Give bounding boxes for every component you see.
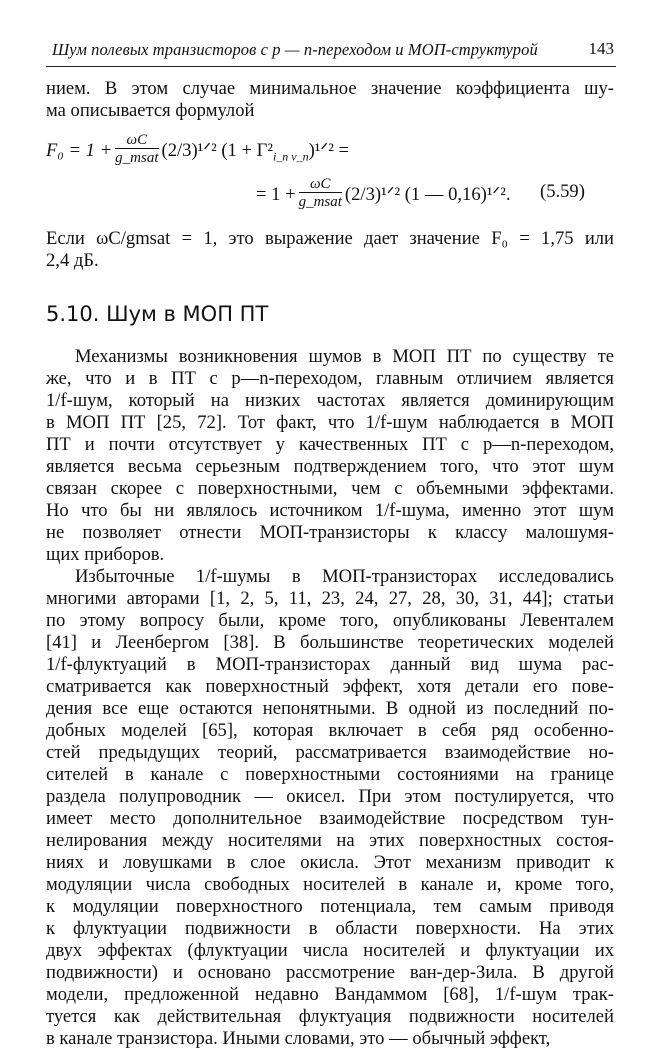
formula-subscript: i_n v_n	[272, 149, 309, 164]
page-number: 143	[588, 39, 614, 58]
section-heading: 5.10. Шум в МОП ПТ	[46, 302, 269, 326]
running-header	[46, 36, 616, 67]
text-line: ма описывается формулой	[46, 100, 255, 122]
formula-lhs: F₀ = 1 +	[46, 139, 113, 161]
text-line: имеет место дополнительное взаимодействие посредством тун-	[46, 808, 614, 829]
text-line: [41] и Леенбергом [38]. В большинстве теоретических моделей	[46, 632, 614, 653]
text-line: туется как действительная флуктуация подвижности носителей	[46, 1006, 614, 1027]
text-line: Избыточные 1/f-шумы в МОП-транзисторах исследовались	[75, 566, 614, 587]
text-line: связан скорее с поверхностными, чем с объемными эффектами.	[46, 478, 614, 499]
text-line: модели, предложенной недавно Вандаммом [68], 1/f-шум трак-	[46, 984, 614, 1005]
text-line: нием. В этом случае минимальное значение коэффициента шу-	[46, 78, 614, 99]
text-line: 2,4 дБ.	[46, 250, 99, 272]
text-line: подвижности) и основано рассмотрение ван-дер-Зила. В другой	[46, 962, 614, 983]
text-line: нелирования между носителями на этих поверхностных состоя-	[46, 830, 614, 851]
text-line: к модуляции поверхностного потенциала, тем самым приводя	[46, 896, 614, 917]
text-line: щих приборов.	[46, 544, 165, 565]
formula-fraction-2: $\frac{\omega C}{\text{g\_msat}}$	[298, 176, 342, 210]
text-line: модуляции числа свободных носителей в канале и, кроме того,	[46, 874, 614, 895]
text-line: 1/f-флуктуаций в МОП-транзисторах данный вид шума рас-	[46, 654, 614, 675]
text-line: ниях и ловушками в слое окисла. Этот механизм приводит к	[46, 852, 614, 873]
text-line: является весьма серьезным подтверждением того, что этот шум	[46, 456, 614, 477]
text-line: двух эффектах (флуктуации числа носителей и флуктуации их	[46, 940, 614, 961]
running-title: Шум полевых транзисторов с p — n-переходом и МОП-структурой	[52, 40, 538, 59]
text-line: стей предыдущих теорий, рассматривается взаимодействие но-	[46, 742, 614, 763]
text-line: Но что бы ни являлось источником 1/f-шума, именно этот шум	[46, 500, 614, 521]
text-line: же, что и в ПТ с p—n-переходом, главным отличием является	[46, 368, 614, 389]
text-line: добных моделей [65], которая включает в себя ряд особенно-	[46, 720, 614, 741]
formula-line-2	[256, 178, 511, 213]
text-line: в канале транзистора. Иными словами, это — обычный эффект,	[46, 1028, 551, 1049]
text-line: раздела полупроводник — окисел. При этом постулируется, что	[46, 786, 614, 807]
text-line: Если ωC/gmsat = 1, это выражение дает значение F₀ = 1,75 или	[46, 228, 614, 249]
text-line: дения все еще остаются непонятными. В одной из последний по-	[46, 698, 614, 719]
formula-line-1	[46, 134, 349, 169]
formula-part-1: (2/3)¹ᐟ² (1 + Γ²	[161, 139, 273, 161]
formula-part-1-end: )¹ᐟ² =	[308, 139, 349, 161]
text-line: сителей в канале с поверхностными состояниями на границе	[46, 764, 614, 785]
formula-line-2-start: = 1 +	[256, 183, 296, 205]
equation-number: (5.59)	[540, 181, 585, 202]
text-line: многими авторами [1, 2, 5, 11, 23, 24, 27, 28, 30, 31, 44]; статьи	[46, 588, 614, 609]
text-line: к флуктуации подвижности в области поверхности. На этих	[46, 918, 614, 939]
formula-part-2: (2/3)¹ᐟ² (1 — 0,16)¹ᐟ².	[344, 183, 511, 205]
text-line: не позволяет отнести МОП-транзисторы к классу малошумя-	[46, 522, 614, 543]
text-line: в МОП ПТ [25, 72]. Тот факт, что 1/f-шум наблюдается в МОП	[46, 412, 614, 433]
formula-fraction-1: $\frac{\omega C}{\text{g\_msat}}$	[115, 132, 159, 166]
text-line: Механизмы возникновения шумов в МОП ПТ по существу те	[75, 346, 614, 367]
text-line: сматривается как поверхностный эффект, хотя детали его пове-	[46, 676, 614, 697]
text-line: ПТ и почти отсутствует у качественных ПТ с p—n-переходом,	[46, 434, 614, 455]
text-line: по этому вопросу были, кроме того, опубликованы Левенталем	[46, 610, 614, 631]
text-line: 1/f-шум, который на низких частотах является доминирующим	[46, 390, 614, 411]
